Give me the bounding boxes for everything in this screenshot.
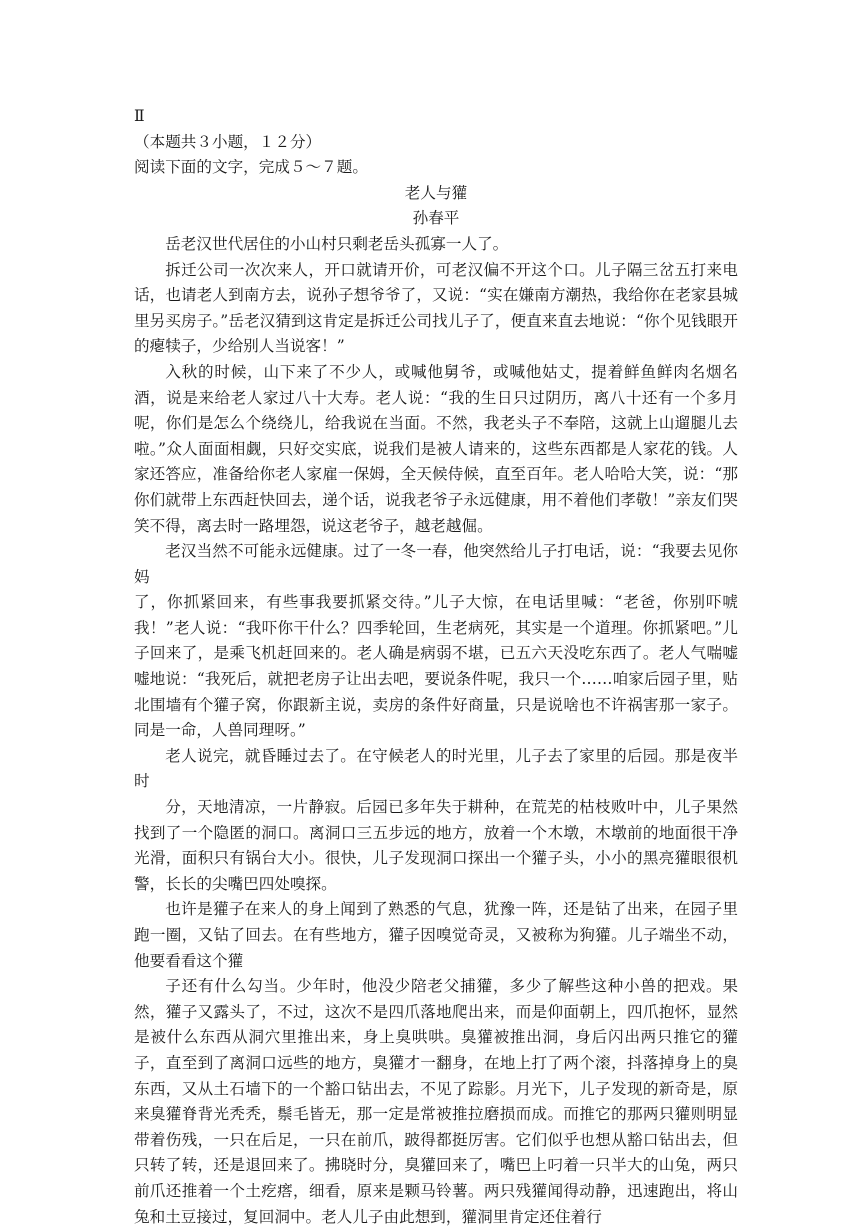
paragraph-4: 老汉当然不可能永远健康。过了一冬一春，他突然给儿子打电话，说：“我要去见你妈: [134, 542, 738, 586]
paragraph-1: 岳老汉世代居住的小山村只剩老岳头孤寡一人了。: [165, 234, 509, 253]
article-title: 老人与獾: [404, 183, 468, 202]
question-note: （本题共３小题，１２分）: [134, 132, 322, 151]
paragraph-6: 老人说完，就昏睡过去了。在守候老人的时光里，儿子去了家里的后园。那是夜半时: [134, 746, 738, 791]
paragraph-2: 拆迁公司一次次来人，开口就请开价，可老汉偏不开这个口。儿子隔三岔五打来电话，也请老人到南方去，说孙子想爷爷了，又说：“实在嫌南方潮热，我给你在老家县城里另买房子。”岳老汉猜到这肯定是拆迁公司找儿子了，便直来直去地说：“你个见钱眼开的瘪犊子，少给别人当说客！”: [134, 260, 738, 356]
paragraph-7: 分，天地清凉，一片静寂。后园已多年失于耕种，在荒芜的枯枝败叶中，儿子果然找到了一个隐匿的洞口。离洞口三五步远的地方，放着一个木墩，木墩前的地面很干净光滑，面积只有锅台大小。很快，儿子发现洞口探出一个獾子头，小小的黑亮獾眼很机警，长长的尖嘴巴四处嗅探。: [134, 798, 738, 893]
document-page: [134, 104, 738, 1230]
paragraph-3: 入秋的时候，山下来了不少人，或喊他舅爷，或喊他姑丈，提着鲜鱼鲜肉名烟名酒，说是来给老人家过八十大寿。老人说：“我的生日只过阴历，离八十还有一个多月呢，你们是怎么个绕绕儿，给我说在当面。不然，我老头子不奉陪，这就上山遛腿儿去啦。”众人面面相觑，只好交实底，说我们是被人请来的，这些东西都是人家花的钱。人家还答应，准备给你老人家雇一保姆，全天候侍候，直至百年。老人哈哈大笑，说：“那你们就带上东西赶快回去，递个话，说我老爷子永远健康，用不着他们孝敬！”亲友们哭笑不得，离去时一路埋怨，说这老爷子，越老越倔。: [134, 362, 738, 535]
paragraph-9: 子还有什么勾当。少年时，他没少陪老父捕獾，多少了解些这种小兽的把戏。果然，獾子又露头了，不过，这次不是四爪落地爬出来，而是仰面朝上，四爪抱怀，显然是被什么东西从洞穴里推出来，身上臭哄哄。臭獾被推出洞，身后闪出两只推它的獾子，直至到了离洞口远些的地方，臭獾才一翻身，在地上打了两个滚，抖落掉身上的臭东西，又从土石墙下的一个豁口钻出去，不见了踪影。月光下，儿子发现的新奇是，原来臭獾脊背光秃秃，鬃毛皆无，那一定是常被推拉磨损而成。而推它的那两只獾则明显带着伤残，一只在后足，一只在前爪，跛得都挺厉害。它们似乎也想从豁口钻出去，但只转了转，还是退回来了。拂晓时分，臭獾回来了，嘴巴上叼着一只半大的山兔，两只前爪还推着一个土疙瘩，细看，原来是颗马铃薯。两只残獾闻得动静，迅速跑出，将山兔和土豆接过，复回洞中。老人儿子由此想到，獾洞里肯定还住着行: [134, 977, 738, 1226]
reading-instruction: 阅读下面的文字，完成５～７题。: [134, 158, 368, 177]
article-author: 孙春平: [412, 209, 460, 228]
paragraph-5: 了，你抓紧回来，有些事我要抓紧交待。”儿子大惊，在电话里喊：“老爸，你别吓唬我！”老人说：“我吓你干什么？四季轮回，生老病死，其实是一个道理。你抓紧吧。”儿子回来了，是乘飞机赶回来的。老人确是病弱不堪，已五六天没吃东西了。老人气喘嘘嘘地说：“我死后，就把老房子让出去吧，要说条件呢，我只一个……咱家后园子里，贴北围墙有个獾子窝，你跟新主说，卖房的条件好商量，只是说啥也不许祸害那一家子。同是一命，人兽同理呀。”: [134, 593, 738, 740]
paragraph-8: 也许是獾子在来人的身上闻到了熟悉的气息，犹豫一阵，还是钻了出来，在园子里跑一圈，又钻了回去。在有些地方，獾子因嗅觉奇灵，又被称为狗獾。儿子端坐不动，他要看看这个獾: [134, 900, 738, 970]
section-mark: Ⅱ: [134, 107, 145, 125]
